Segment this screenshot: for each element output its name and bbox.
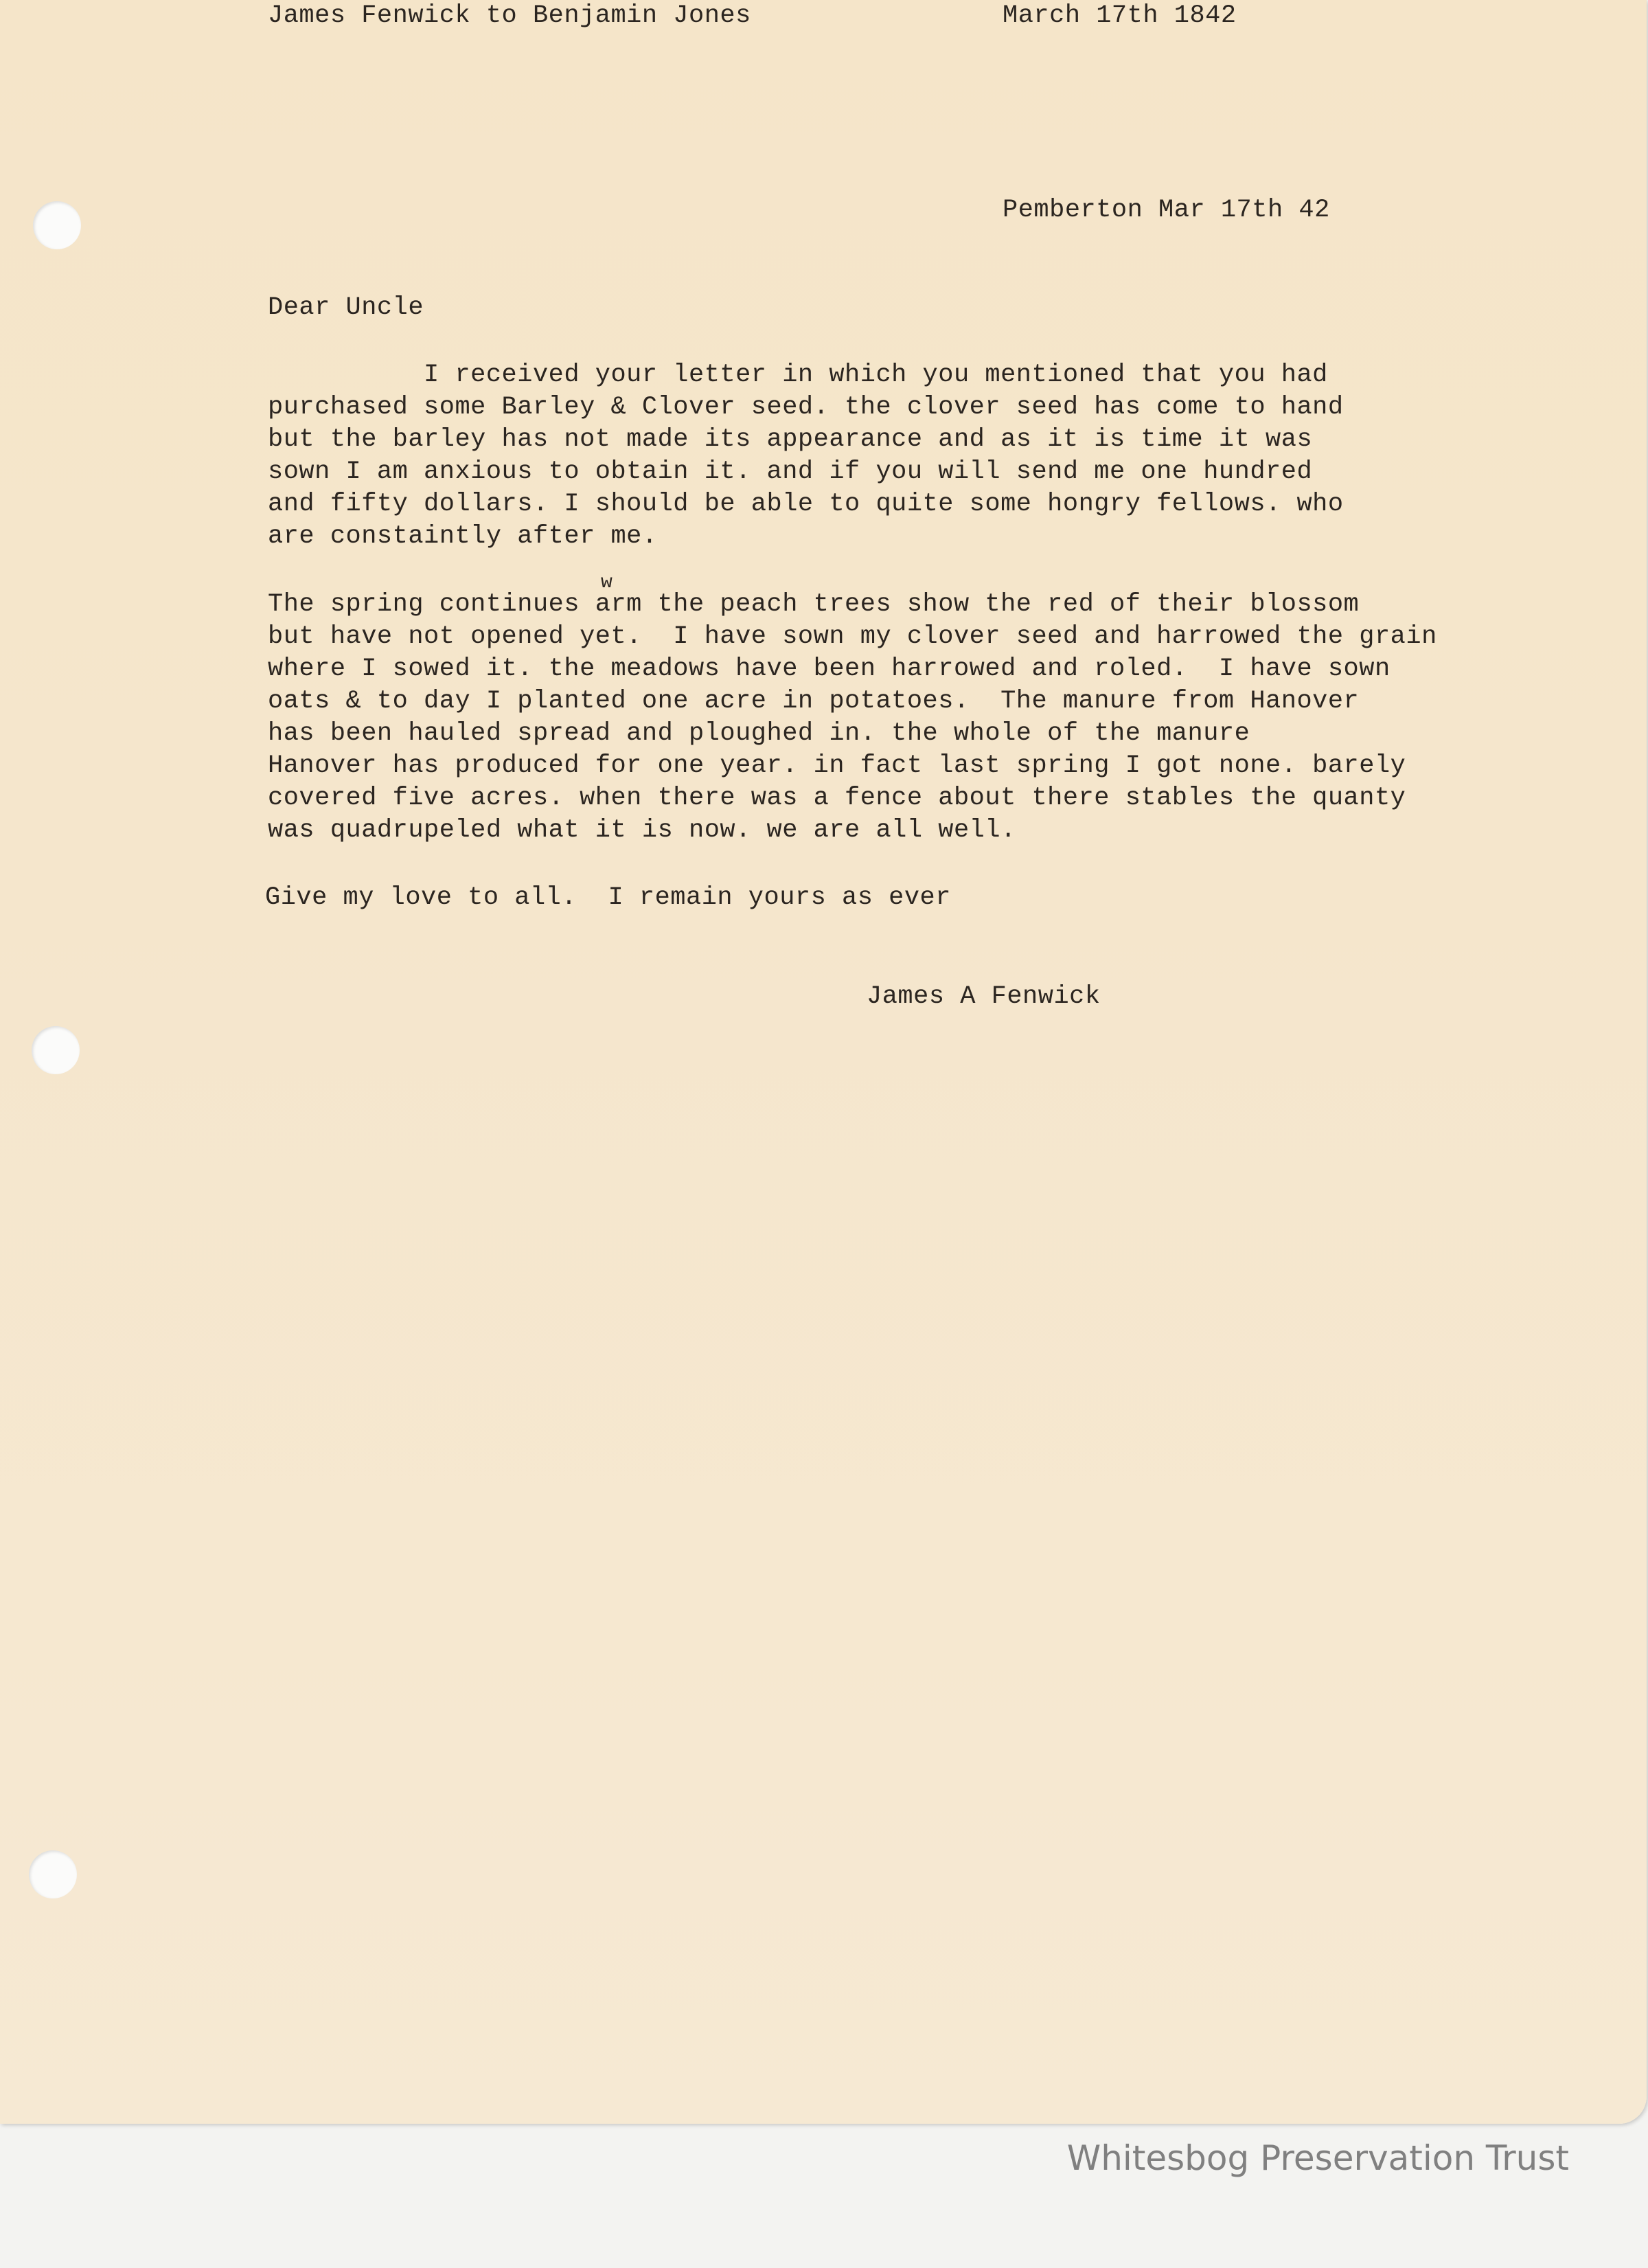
text-line: are constaintly after me.	[268, 522, 658, 551]
text-line: Hanover has produced for one year. in fact last spring I got none. barely	[268, 751, 1406, 780]
text-line: but have not opened yet. I have sown my clover seed and harrowed the grain	[268, 622, 1437, 651]
punch-hole	[29, 1850, 77, 1898]
text-line: purchased some Barley & Clover seed. the clover seed has come to hand	[268, 393, 1344, 422]
header-date: March 17th 1842	[1003, 1, 1237, 30]
closing: Give my love to all. I remain yours as ever	[265, 883, 951, 912]
text-line: The spring continues arm the peach trees show the red of their blossom	[268, 590, 1360, 619]
typed-insertion: w	[601, 572, 613, 593]
text-line: has been hauled spread and ploughed in. the whole of the manure	[268, 719, 1250, 748]
text-line: but the barley has not made its appearance and as it is time it was	[268, 425, 1313, 454]
punch-hole	[32, 1026, 80, 1074]
text-line: I received your letter in which you mentioned that you had	[268, 361, 1328, 389]
punch-hole	[33, 201, 81, 249]
salutation: Dear Uncle	[268, 293, 424, 322]
text-line: sown I am anxious to obtain it. and if you will send me one hundred	[268, 457, 1313, 486]
place-date: Pemberton Mar 17th 42	[1003, 196, 1330, 225]
text-line: was quadrupeled what it is now. we are all well.	[268, 816, 1016, 845]
text-line: oats & to day I planted one acre in potatoes. The manure from Hanover	[268, 687, 1360, 716]
signature: James A Fenwick	[867, 982, 1101, 1011]
text-line: where I sowed it. the meadows have been harrowed and roled. I have sown	[268, 655, 1390, 683]
text-line: covered five acres. when there was a fence about there stables the quanty	[268, 784, 1406, 813]
header-title: James Fenwick to Benjamin Jones	[268, 1, 751, 30]
text-line: and fifty dollars. I should be able to quite some hongry fellows. who	[268, 490, 1344, 519]
credit-watermark: Whitesbog Preservation Trust	[1066, 2138, 1569, 2178]
